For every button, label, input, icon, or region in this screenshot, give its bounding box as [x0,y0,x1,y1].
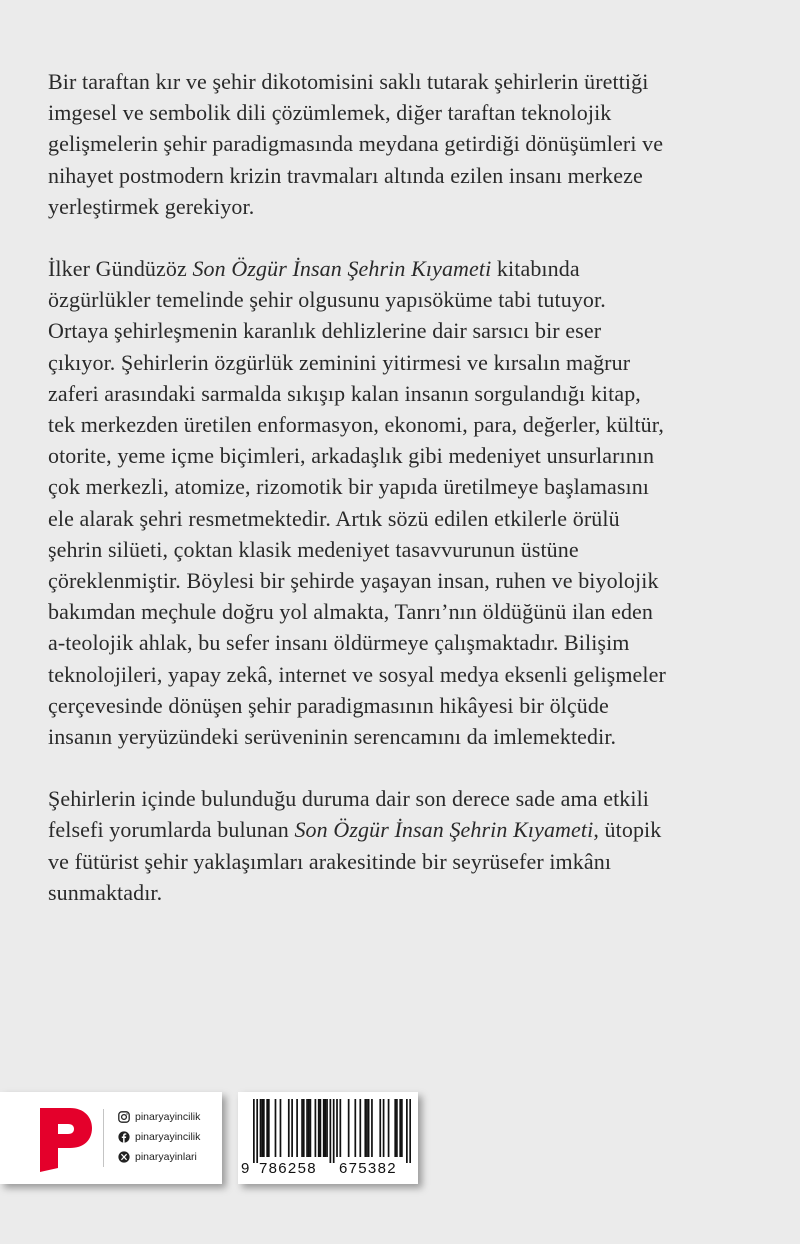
publisher-label [0,1092,222,1184]
text-line: otorite, yeme içme biçimleri, arkadaşlık gibi medeniyet unsurlarının [48,443,655,469]
text-line: a-teolojik ahlak, bu sefer insanı öldürmeye çalışmaktadır. Bilişim [48,630,630,656]
barcode-bar [291,1099,293,1157]
text-line [48,814,760,845]
text-fragment: kitabında [491,256,580,282]
barcode-bar [260,1099,262,1157]
barcode-bar [368,1099,370,1157]
text-line: Bir taraftan kır ve şehir dikotomisini saklı tutarak şehirlerin ürettiği [48,69,649,94]
isbn-barcode-label [238,1092,418,1184]
barcode-bar [348,1099,350,1157]
barcode-bar [266,1099,268,1157]
barcode-bar [336,1099,338,1157]
text-line: nihayet postmodern krizin travmaları altında ezilen insanı merkeze [48,162,643,188]
barcode-bar [256,1099,258,1163]
text-line: zaferi arasındaki sarmalda sıkışıp kalan insanın sorgulandığı kitap, [48,380,641,406]
text-line: çıkıyor. Şehirlerin özgürlük zeminini yitirmesi ve kırsalın mağrur [48,349,631,375]
instagram-icon [118,1111,130,1123]
text-line: sunmaktadır. [48,879,163,905]
barcode-bar [366,1099,368,1157]
barcode-bar [323,1099,325,1157]
text-line: çok merkezli, atomize, rizomotik bir yapıda üretilmeye başlamasını [48,474,650,500]
social-handle: pinaryayincilik [135,1131,201,1143]
barcode-bar [253,1099,255,1163]
barcode-bar [388,1099,390,1157]
barcode-bar [310,1099,312,1157]
text-line: insanın yeryüzündeki serüveninin serencamını da imlemektedir. [48,724,617,750]
text-line: ele alarak şehri resmetmektedir. Artık sözü edilen etkilerle örülü [48,505,620,531]
logo-shape [40,1108,92,1172]
barcode-bar [399,1099,401,1157]
barcode-bar [396,1099,398,1157]
author-intro: İlker Gündüzöz [48,256,193,282]
barcode-bar [306,1099,308,1157]
social-row-x[interactable] [118,1148,200,1166]
text-line: imgesel ve sembolik dili çözümlemek, diğer taraftan teknolojik [48,100,612,126]
barcode-bar [308,1099,310,1157]
divider [103,1109,104,1167]
text-line: Ortaya şehirleşmenin karanlık dehlizlerine dair sarsıcı bir eser [48,318,602,344]
social-row-instagram[interactable] [118,1108,200,1126]
barcode-digits [241,1160,413,1177]
text-fragment: , ütopik [593,817,662,843]
blurb-paragraph-2 [48,253,760,752]
text-line: Şehirlerin içinde bulunduğu duruma dair son derece sade ama etkili [48,786,650,812]
text-line: yerleştirmek gerekiyor. [48,193,255,219]
barcode-bar [401,1099,403,1157]
barcode-bar [359,1099,361,1157]
barcode-bar [409,1099,411,1163]
isbn-lead-digit: 9 [241,1160,250,1177]
barcode-bar [371,1099,373,1157]
text-line: çöreklenmiştir. Böylesi bir şehirde yaşayan insan, ruhen ve biyolojik [48,568,659,594]
publisher-p-logo-icon [38,1106,94,1172]
barcode-bar [379,1099,381,1157]
book-title: Son Özgür İnsan Şehrin Kıyameti [294,817,594,843]
facebook-icon [118,1131,130,1143]
text-fragment: felsefi yorumlarda bulunan [48,817,295,843]
text-line: gelişmelerin şehir paradigmasında meydana getirdiği dönüşümleri ve [48,131,664,157]
barcode-bar [261,1099,263,1157]
barcode-bar [406,1099,408,1163]
barcode-bar [333,1099,335,1163]
isbn-right-group: 675382 [339,1160,397,1177]
x-icon [118,1151,130,1163]
barcode-bar [326,1099,328,1157]
text-line: çerçevesinde dönüşen şehir paradigmasının hikâyesi bir ölçüde [48,692,609,718]
social-links [118,1108,200,1168]
text-line: ve fütürist şehir yaklaşımları arakesitinde bir seyrüsefer imkânı [48,848,612,874]
barcode-bar [280,1099,282,1157]
barcode-bar [315,1099,317,1157]
barcode-bar [288,1099,290,1157]
barcode-bar [383,1099,385,1157]
social-handle: pinaryayincilik [135,1111,201,1123]
barcode-bar [318,1099,320,1157]
text-line [48,253,760,284]
text-line: teknolojileri, yapay zekâ, internet ve sosyal medya eksenli gelişmeler [48,661,666,687]
barcode-bar [354,1099,356,1157]
barcode-bar [301,1099,303,1157]
text-line: şehrin silüeti, çoktan klasik medeniyet tasavvurunun üstüne [48,536,579,562]
isbn-left-group: 786258 [259,1160,317,1177]
text-line: özgürlükler temelinde şehir olgusunu yapısöküme tabi tutuyor. [48,287,606,313]
barcode-bar [339,1099,341,1157]
barcode-bar [263,1099,265,1157]
barcode-bar [268,1099,270,1157]
barcode-bar [394,1099,396,1157]
blurb-paragraph-3 [48,783,760,908]
text-line: bakımdan meçhule doğru yol almakta, Tanrı’nın öldüğünü ilan eden [48,599,654,625]
social-handle: pinaryayinlari [135,1151,197,1163]
barcode-bar [296,1099,298,1157]
barcode-bar [325,1099,327,1157]
barcode-bar [275,1099,277,1157]
blurb-paragraph-1 [48,66,760,222]
barcode-bar [320,1099,322,1157]
text-line: tek merkezden üretilen enformasyon, ekonomi, para, değerler, kültür, [48,412,664,438]
book-title: Son Özgür İnsan Şehrin Kıyameti [192,256,492,282]
barcode [253,1099,411,1163]
barcode-bar [364,1099,366,1157]
blurb-text [48,66,760,939]
social-row-facebook[interactable] [118,1128,200,1146]
barcode-bar [330,1099,332,1163]
barcode-bar [303,1099,305,1157]
